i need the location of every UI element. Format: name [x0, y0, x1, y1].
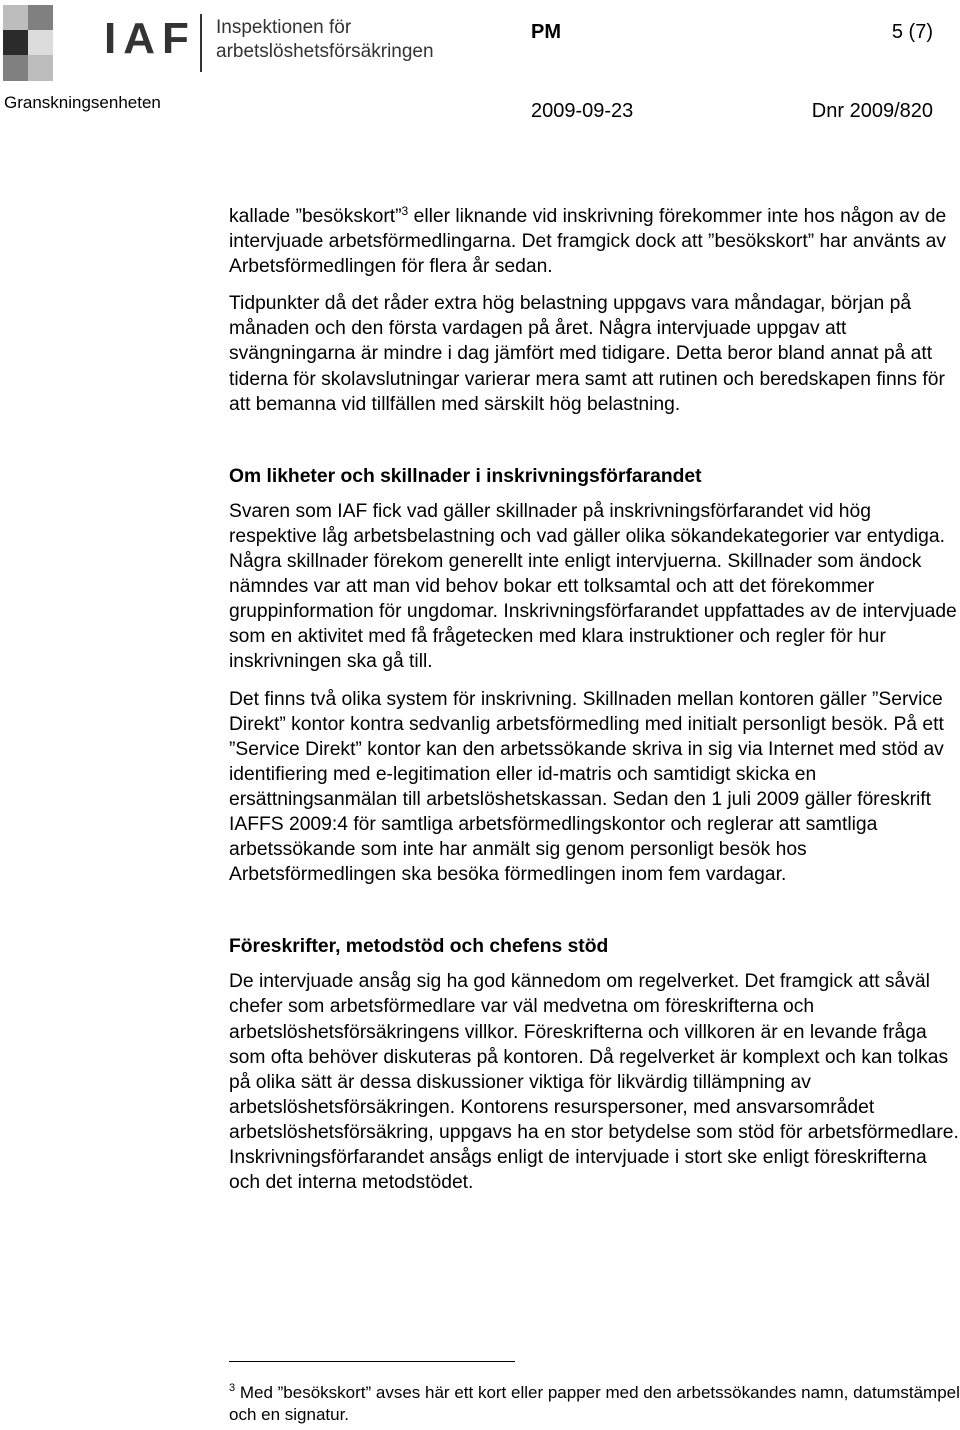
- section-heading: Om likheter och skillnader i inskrivningsförfarandet: [229, 465, 702, 487]
- page-number: 5 (7): [891, 21, 933, 43]
- paragraph-text: eller liknande vid inskrivning förekommer inte hos någon av de intervjuade arbetsförmedlingarna. Det framgick dock att ”besökskort” har använts av Arbetsförmedlingen för flera år sedan.: [229, 206, 947, 278]
- footnote: [229, 1382, 960, 1426]
- footnote-separator: [229, 1361, 515, 1362]
- document-type: PM: [531, 21, 561, 43]
- paragraph: Svaren som IAF fick vad gäller skillnader på inskrivningsförfarandet vid hög respektive låg arbetsbelastning och vad gäller olika sökandekategorier var entydiga. Några skillnader förekom generellt inte enligt intervjuerna. Skillnader som ändock nämndes var att man vid behov bokar ett tolksamtal och att det förekommer gruppinformation för ungdomar. Inskrivningsförfarandet uppfattades av de intervjuade som en aktivitet med få frågetecken med klara instruktioner och regler för hur inskrivningen ska gå till.: [229, 500, 957, 673]
- section-heading: Föreskrifter, metodstöd och chefens stöd: [229, 936, 609, 958]
- organization-name-line2: arbetslöshetsförsäkringen: [216, 41, 434, 62]
- paragraph-text: kallade ”besökskort”: [229, 206, 402, 227]
- organization-name: [216, 16, 434, 64]
- paragraph: Tidpunkter då det råder extra hög belastning uppgavs vara måndagar, början på månaden och den första vardagen på året. Några intervjuade uppgav att svängningarna är mindre i dag jämfört med tidigare. Detta beror bland annat på att tiderna för skolavslutningar varierar mera samt att rutinen och beredskapen finns för att bemanna vid tillfällen med särskilt hög belastning.: [229, 293, 945, 415]
- paragraph: [229, 204, 960, 279]
- logo-divider: [200, 14, 202, 72]
- document-reference: Dnr 2009/820: [811, 100, 933, 122]
- paragraph: De intervjuade ansåg sig ha god kännedom om regelverket. Det framgick att såväl chefer som arbetsförmedlare var väl medvetna om föreskrifterna och arbetslöshetsförsäkringens villkor. Föreskrifterna och villkoren är en levande fråga som ofta behöver diskuteras på kontoren. Då regelverket är komplext och kan tolkas på olika sätt är dessa diskussioner viktiga för likvärdig tillämpning av arbetslöshetsförsäkringen. Kontorens resurspersoner, med ansvarsområdet arbetslöshetsförsäkring, uppgavs ha en stor betydelse som stöd för arbetsförmedlare. Inskrivningsförfarandet ansågs enligt de intervjuade i stort ske enligt föreskrifterna och det interna metodstödet.: [229, 971, 959, 1194]
- paragraph: Det finns två olika system för inskrivning. Skillnaden mellan kontoren gäller ”Service Direkt” kontor kontra sedvanlig arbetsförmedling med initialt personligt besök. På ett ”Service Direkt” kontor kan den arbetssökande skriva in sig via Internet med stöd av identifiering med e-legitimation eller id-matris och samtidigt skicka en ersättningsanmälan till arbetslöshetskassan. Sedan den 1 juli 2009 gäller föreskrift IAFFS 2009:4 för samtliga arbetsförmedlingskontor och reglerar att samtliga arbetssökande som inte har anmält sig genom personligt besök hos Arbetsförmedlingen ska besöka förmedlingen inom fem vardagar.: [229, 688, 944, 886]
- department-name: Granskningsenheten: [4, 93, 161, 112]
- document-date: 2009-09-23: [531, 100, 634, 122]
- logo-text: IAF: [104, 14, 196, 63]
- organization-name-line1: Inspektionen för: [216, 17, 352, 38]
- footnote-reference: 3: [401, 204, 409, 218]
- logo-mark: [3, 5, 53, 81]
- footnote-number: 3: [229, 1382, 236, 1394]
- document-body: [229, 204, 960, 1195]
- footnote-text: Med ”besökskort” avses här ett kort eller papper med den arbetssökandes namn, datumstämpel och en signatur.: [229, 1383, 960, 1424]
